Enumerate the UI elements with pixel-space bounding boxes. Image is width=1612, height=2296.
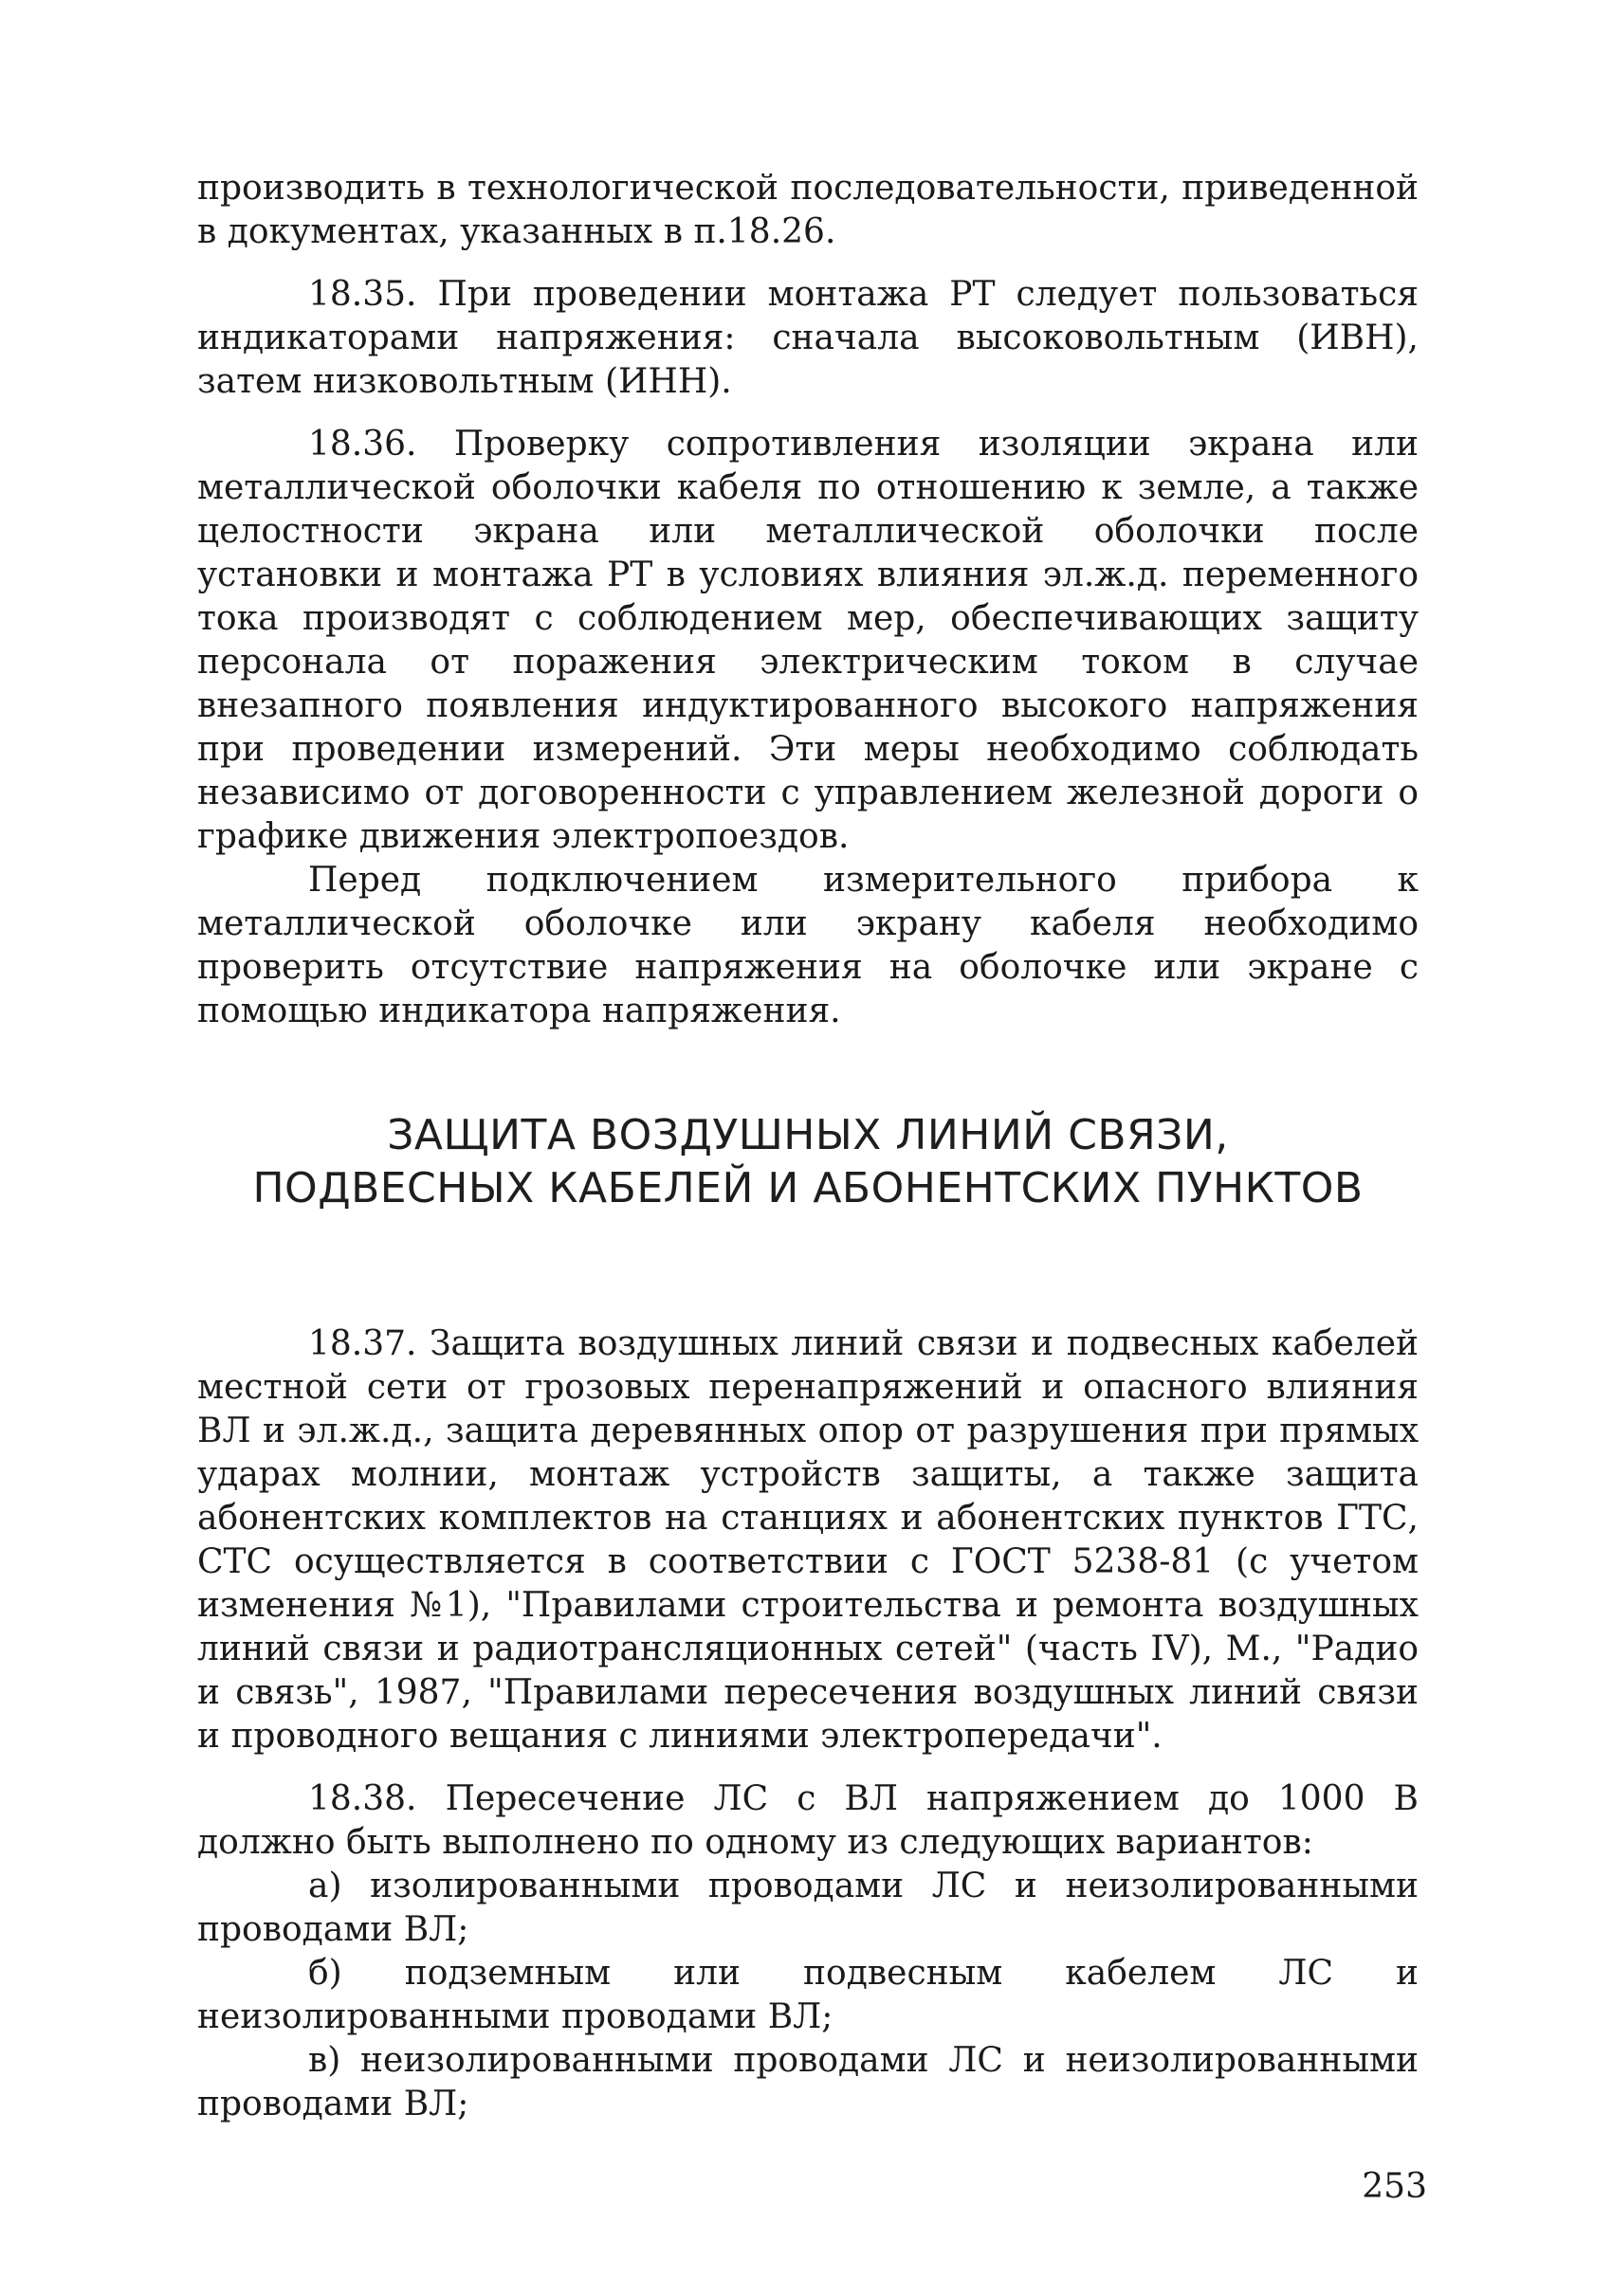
section-text-block [197,1322,1419,2126]
list-item-v: в) неизолированными проводами ЛС и неизолированными проводами ВЛ; [197,2041,1419,2123]
paragraph-18-38: 18.38. Пересечение ЛС с ВЛ напряжением до 1000 В должно быть выполнено по одному из следующих вариантов: [197,1779,1419,1862]
paragraph-18-36-continued: Перед подключением измерительного прибора к металлической оболочке или экрану кабеля необходимо проверить отсутствие напряжения на оболочке или экране с помощью индикатора напряжения. [197,861,1419,1030]
paragraph-18-37: 18.37. Защита воздушных линий связи и подвесных кабелей местной сети от грозовых перенапряжений и опасного влияния ВЛ и эл.ж.д., защита деревянных опор от разрушения при прямых ударах молнии, монтаж устройств защиты, а также защита абонентских комплектов на станциях и абонентских пунктов ГТС, СТС осуществляется в соответствии с ГОСТ 5238-81 (с учетом изменения №1), "Правилами строительства и ремонта воздушных линий связи и радиотрансляционных сетей" (часть IV), М., "Радио и связь", 1987, "Правилами пересечения воздушных линий связи и проводного вещания с линиями электропередачи". [197,1324,1419,1756]
paragraph-18-35: 18.35. При проведении монтажа РТ следует пользоваться индикаторами напряжения: сначала высоковольтным (ИВН), затем низковольтным (ИНН). [197,275,1419,401]
section-heading [197,1109,1419,1215]
section-heading-line-2: ПОДВЕСНЫХ КАБЕЛЕЙ И АБОНЕНТСКИХ ПУНКТОВ [252,1164,1364,1212]
section-heading-line-1: ЗАЩИТА ВОЗДУШНЫХ ЛИНИЙ СВЯЗИ, [387,1111,1229,1159]
list-item-a: а) изолированными проводами ЛС и неизолированными проводами ВЛ; [197,1867,1419,1949]
top-text-block [197,167,1419,1033]
paragraph-18-36: 18.36. Проверку сопротивления изоляции экрана или металлической оболочки кабеля по отношению к земле, а также целостности экрана или металлической оболочки после установки и монтажа РТ в условиях влияния эл.ж.д. переменного тока производят с соблюдением мер, обеспечивающих защиту персонала от поражения электрическим током в случае внезапного появления индуктированного высокого напряжения при проведении измерений. Эти меры необходимо соблюдать независимо от договоренности с управлением железной дороги о графике движения электропоездов. [197,425,1419,856]
page-number: 253 [1362,2167,1427,2206]
paragraph-continuation: производить в технологической последовательности, приведенной в документах, указанных в п.18.26. [197,169,1419,251]
list-item-b: б) подземным или подвесным кабелем ЛС и неизолированными проводами ВЛ; [197,1954,1419,2036]
